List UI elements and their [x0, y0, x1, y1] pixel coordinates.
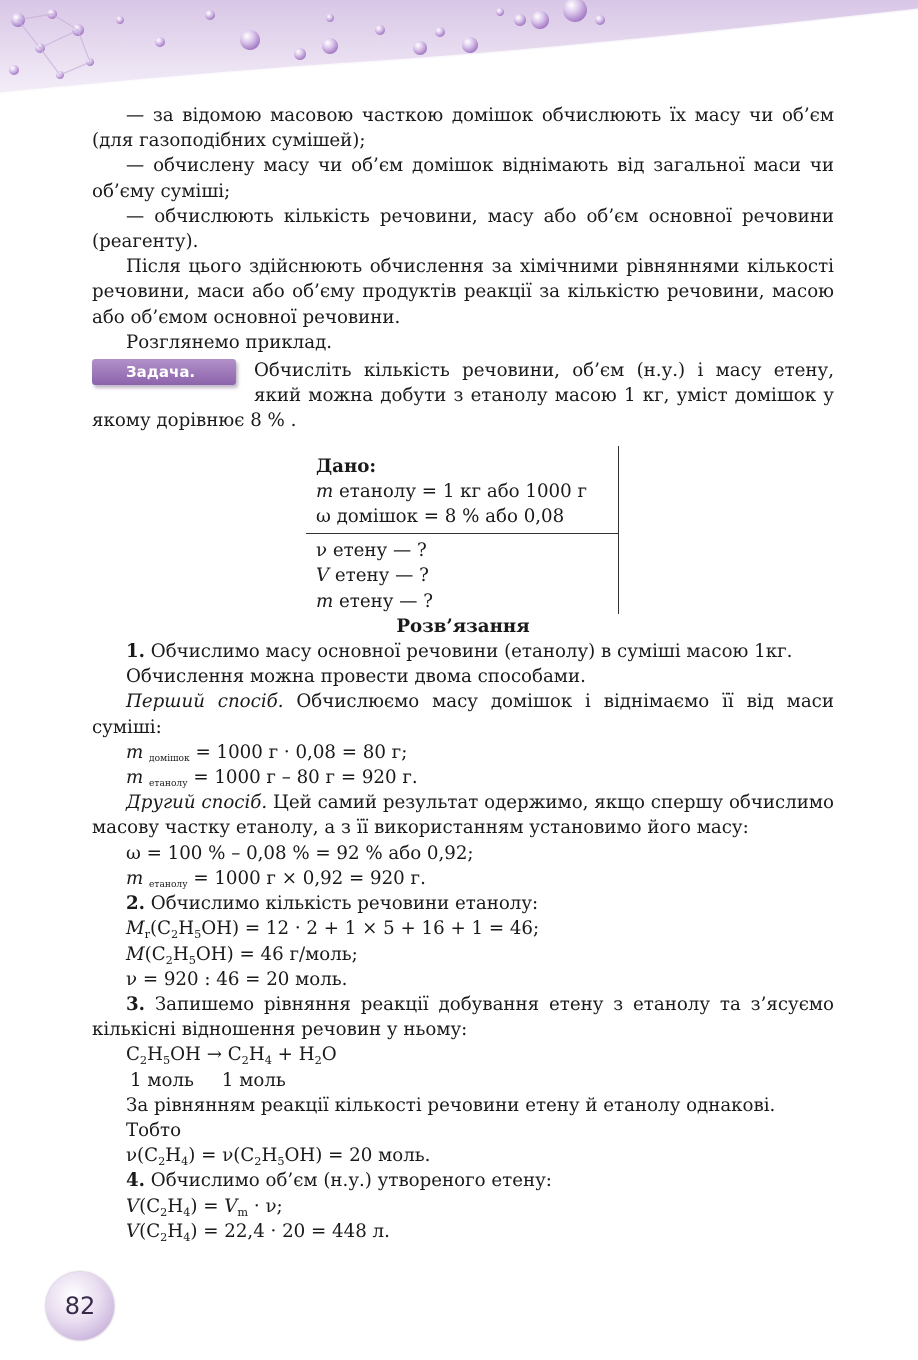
var-m: m: [126, 867, 144, 889]
find-volume-text: етену — ?: [329, 565, 429, 587]
given-table: [306, 446, 619, 614]
step3-heading: [92, 992, 834, 1042]
formula-text: ν(: [126, 1145, 145, 1167]
given-omega: ω домішок = 8 % або 0,08: [316, 506, 565, 528]
task-block: [92, 358, 834, 434]
reaction-equation: $C_2H_5OH \to C_2H_4 + H_2O$: [126, 1044, 337, 1068]
subscript: домішок: [149, 754, 190, 765]
find-nu: ν етену — ?: [306, 533, 618, 563]
formula-omega: ω = 100 % – 0,08 % = 92 % або 0,92;: [126, 842, 474, 864]
find-volume: [306, 563, 618, 588]
reaction-moles: [92, 1068, 834, 1093]
solution-title: Розв’язання: [396, 615, 530, 637]
find-mass: [306, 589, 618, 614]
task-text: Обчисліть кількість речовини, об’єм (н.у.) і масу етену, який можна добути з етанолу масою 1 кг, уміст домішок у якому дорівнює 8 % .: [92, 360, 834, 432]
given-mass: [306, 479, 618, 504]
formula-volume: $V(C_2H_4) = V_m \cdot \nu$;: [126, 1195, 283, 1219]
intro-line-2: — обчислену масу чи об’єм домішок віднімають від загальної маси чи об’єму суміші;: [92, 155, 834, 202]
formula-ethanol-mass-1: [92, 765, 834, 790]
var-m: m: [316, 590, 334, 612]
formula-text: · ν;: [248, 1195, 283, 1217]
var-v: V: [316, 565, 330, 587]
step2-text: Обчислимо кількість речовини етанолу:: [145, 893, 539, 915]
header-decoration: [0, 0, 918, 100]
var-m: m: [316, 480, 334, 502]
step1-heading: [92, 639, 834, 664]
step3-text: Запишемо рівняння реакції добування етену з етанолу та з’ясуємо кількісні відношення речовин у ньому:: [92, 993, 834, 1041]
formula-text: = 12 · 2 + 1 × 5 + 16 + 1 = 46;: [239, 918, 540, 940]
formula-text: = 46 г/моль;: [233, 943, 358, 965]
second-method: [92, 790, 834, 840]
step1-text: Обчислимо масу основної речовини (етанолу) в суміші масою 1кг.: [145, 641, 793, 663]
page-number: 82: [46, 1272, 114, 1340]
step-number: 4.: [126, 1170, 145, 1192]
mole-label: 1 моль: [221, 1069, 286, 1091]
var-v: V: [224, 1195, 238, 1217]
formula-impurity-mass: [92, 740, 834, 765]
mole-label: 1 моль: [130, 1069, 194, 1091]
formula-text: = 1000 г × 0,92 = 920 г.: [187, 867, 426, 889]
intro-line-1: — за відомою масовою часткою домішок обчислюють їх масу чи об’єм (для газоподібних сумішей);: [92, 105, 834, 152]
formula-text: = 1000 г – 80 г = 920 г.: [187, 767, 418, 789]
var-M: M: [126, 918, 145, 940]
formula-mr: $M_r(C_2H_5OH) = 12 \cdot 2 + 1 \times 5 + 16 + 1 = 46$;: [126, 918, 540, 942]
step4-heading: [92, 1168, 834, 1193]
plus: +: [271, 1044, 299, 1066]
formula-ethanol-mass-2: [92, 866, 834, 891]
subscript: m: [237, 1205, 249, 1219]
second-method-label: Другий спосіб.: [126, 792, 268, 814]
given-title: Дано:: [316, 455, 377, 477]
step1-methods: Обчислення можна провести двома способами.: [126, 666, 586, 688]
step-number: 2.: [126, 893, 145, 915]
formula-text: ) = 20 моль.: [315, 1145, 431, 1167]
subscript: етанолу: [149, 779, 188, 790]
page-content: [92, 103, 834, 1244]
intro-paragraph: Після цього здійснюють обчислення за хімічними рівняннями кількості речовини, маси або об’єму продуктів реакції за кількістю речовини, масою або об’ємом основної речовини.: [92, 256, 834, 328]
formula-text: = 1000 г · 0,08 = 80 г;: [189, 741, 408, 763]
first-method: [92, 689, 834, 739]
step-number: 1.: [126, 641, 145, 663]
var-m: m: [126, 741, 144, 763]
formula-text: ) = ν(: [188, 1145, 241, 1167]
given-mass-text: етанолу = 1 кг або 1000 г: [333, 480, 587, 502]
subscript: r: [144, 928, 151, 942]
bubbles-decoration-icon: [0, 0, 918, 100]
step4-text: Обчислимо об’єм (н.у.) утвореного етену:: [145, 1170, 552, 1192]
step2-heading: [92, 891, 834, 916]
formula-nu-equal: $\nu(C_2H_4) = \nu(C_2H_5OH) = 20$ моль.: [126, 1145, 431, 1169]
arrow: →: [200, 1044, 228, 1066]
first-method-label: Перший спосіб.: [126, 691, 284, 713]
var-m: m: [126, 767, 144, 789]
equal-amounts: За рівнянням реакції кількості речовини етену й етанолу однакові.: [126, 1094, 776, 1116]
formula-volume-result: $V(C_2H_4) = 22,4 \cdot 20 = 448$ л.: [126, 1220, 390, 1244]
var-M: M: [126, 943, 145, 965]
var-v: V: [126, 1195, 140, 1217]
first-method-text: Обчислюємо масу домішок і віднімаємо її від маси суміші:: [92, 691, 834, 738]
intro-example: Розглянемо приклад.: [126, 331, 333, 353]
tobto: Тобто: [126, 1119, 182, 1141]
var-v: V: [126, 1220, 140, 1242]
formula-nu: ν = 920 : 46 = 20 моль.: [126, 968, 348, 990]
subscript: етанолу: [149, 880, 188, 891]
step-number: 3.: [126, 993, 145, 1015]
second-method-text: Цей самий результат одержимо, якщо спершу обчислимо масову частку етанолу, а з її використанням установимо його масу:: [92, 792, 834, 839]
formula-molar-mass: $M(C_2H_5OH) = 46$ г/моль;: [126, 943, 358, 967]
intro-line-3: — обчислюють кількість речовини, масу або об’єм основної речовини (реагенту).: [92, 205, 834, 253]
task-badge: Задача.: [92, 359, 236, 385]
formula-text: ) = 22,4 · 20 = 448 л.: [190, 1220, 390, 1242]
find-mass-text: етену — ?: [333, 590, 433, 612]
